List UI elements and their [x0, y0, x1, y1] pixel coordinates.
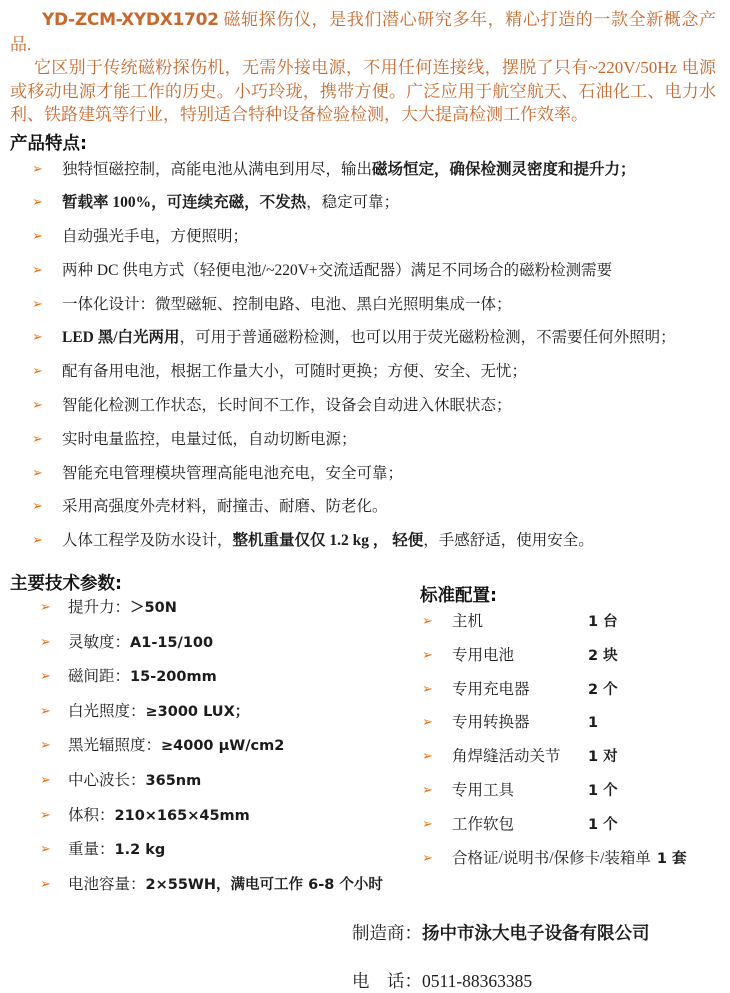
- intro-paragraph-2: 它区别于传统磁粉探伤机，无需外接电源，不用任何连接线，摆脱了只有~220V/50Hz 电源或移动电源才能工作的历史。小巧玲珑，携带方便。广泛应用于航空航天、石油化工、电力水利、铁路建筑等行业，特别适合特种设备检验检测，大大提高检测工作效率。: [10, 58, 716, 124]
- arrowhead-right-bullet-icon: ➢: [40, 807, 51, 823]
- feature-item-text: [62, 497, 388, 517]
- config-heading: 标准配置:: [420, 586, 497, 607]
- feature-item: [10, 360, 716, 394]
- arrowhead-right-bullet-icon: ➢: [32, 533, 43, 549]
- config-item: [418, 810, 716, 844]
- feature-bold-text: LED 黑/白光两用: [62, 329, 180, 347]
- feature-item-text: [62, 464, 403, 484]
- feature-regular-text: 智能化检测工作状态，长时间不工作，设备会自动进入休眠状态；: [62, 397, 512, 415]
- feature-item-text: [62, 396, 512, 416]
- params-list: [10, 595, 418, 906]
- arrowhead-right-bullet-icon: ➢: [32, 229, 43, 245]
- parameter-item: [10, 733, 418, 768]
- feature-item-text: [62, 193, 399, 213]
- phone-label: 电 话：: [352, 971, 422, 992]
- feature-item-text: [62, 295, 512, 315]
- parameter-item: [10, 803, 418, 838]
- feature-regular-text: ，手感舒适，使用安全。: [423, 532, 594, 550]
- technical-parameters-column: [10, 567, 418, 906]
- parameter-label: 黑光辐照度：: [68, 737, 162, 755]
- config-item-name: 主机: [452, 613, 484, 631]
- parameter-label: 白光照度：: [68, 702, 146, 720]
- feature-item: [10, 394, 716, 428]
- arrowhead-right-bullet-icon: ➢: [40, 773, 51, 789]
- config-item-quantity: 2 个: [588, 681, 618, 698]
- arrowhead-right-bullet-icon: ➢: [40, 738, 51, 754]
- config-item-name: 专用转换器: [452, 714, 530, 732]
- parameter-item: [10, 768, 418, 803]
- arrowhead-right-bullet-icon: ➢: [422, 783, 433, 799]
- parameter-item: [10, 630, 418, 665]
- feature-item-text: [62, 261, 612, 281]
- parameter-label: 提升力：: [68, 599, 131, 617]
- features-list: [10, 158, 716, 564]
- feature-item: [10, 428, 716, 462]
- feature-item-text: [62, 160, 636, 180]
- parameter-label: 体积：: [68, 806, 115, 824]
- feature-regular-text: ，稳定可靠；: [306, 194, 400, 212]
- feature-regular-text: 一体化设计：微型磁轭、控制电路、电池、黑白光照明集成一体；: [62, 295, 512, 313]
- parameter-value: A1-15/100: [130, 634, 214, 651]
- config-item: [418, 675, 716, 709]
- parameter-label: 灵敏度：: [68, 633, 131, 651]
- manufacturer-line: [352, 920, 716, 945]
- arrowhead-right-bullet-icon: ➢: [40, 703, 51, 719]
- config-item-quantity: 2 块: [588, 647, 618, 664]
- feature-item: [10, 326, 716, 360]
- parameter-item: [10, 872, 418, 907]
- config-item-name: 角焊缝活动关节: [452, 748, 561, 766]
- arrowhead-right-bullet-icon: ➢: [32, 296, 43, 312]
- feature-item: [10, 158, 716, 192]
- arrowhead-right-bullet-icon: ➢: [422, 850, 433, 866]
- params-heading: 主要技术参数:: [10, 574, 122, 595]
- feature-item-text: [62, 227, 248, 247]
- feature-regular-text: ，可用于普通磁粉检测，也可以用于荧光磁粉检测，不需要任何外照明；: [179, 329, 676, 347]
- feature-item: [10, 529, 716, 563]
- parameter-item: [10, 664, 418, 699]
- feature-bold-text: 整机重量仅仅 1.2 kg ， 轻便: [232, 532, 424, 550]
- phone-line: [352, 968, 716, 993]
- feature-regular-text: 自动强光手电，方便照明；: [62, 228, 249, 246]
- feature-bold-text: 磁场恒定，确保检测灵密度和提升力；: [372, 160, 636, 178]
- features-heading: 产品特点:: [10, 133, 87, 154]
- arrowhead-right-bullet-icon: ➢: [32, 262, 43, 278]
- config-item: [418, 641, 716, 675]
- config-item-quantity: 1 个: [588, 816, 618, 833]
- config-item-quantity: 1: [588, 715, 599, 732]
- arrowhead-right-bullet-icon: ➢: [32, 431, 43, 447]
- parameter-value: ≥3000 LUX；: [145, 703, 250, 720]
- parameter-label: 中心波长：: [68, 772, 146, 790]
- feature-regular-text: 人体工程学及防水设计，: [62, 532, 233, 550]
- arrowhead-right-bullet-icon: ➢: [422, 749, 433, 765]
- config-list: [418, 607, 716, 877]
- feature-item-text: [62, 362, 527, 382]
- arrowhead-right-bullet-icon: ➢: [422, 816, 433, 832]
- feature-item-text: [62, 531, 594, 551]
- parameter-item: [10, 595, 418, 630]
- arrowhead-right-bullet-icon: ➢: [40, 842, 51, 858]
- parameter-value: ＞50N: [130, 600, 177, 617]
- config-item: [418, 607, 716, 641]
- manufacturer-label: 制造商：: [352, 923, 422, 944]
- config-item: [418, 844, 716, 878]
- parameter-value: 365nm: [145, 773, 202, 790]
- parameter-value: 15-200mm: [130, 669, 217, 686]
- arrowhead-right-bullet-icon: ➢: [40, 600, 51, 616]
- config-item-quantity: 1 套: [656, 850, 687, 867]
- feature-item: [10, 191, 716, 225]
- feature-item: [10, 293, 716, 327]
- arrowhead-right-bullet-icon: ➢: [40, 669, 51, 685]
- arrowhead-right-bullet-icon: ➢: [32, 364, 43, 380]
- arrowhead-right-bullet-icon: ➢: [422, 614, 433, 630]
- config-item-quantity: 1 台: [588, 614, 618, 631]
- feature-item: [10, 495, 716, 529]
- feature-item-text: [62, 430, 357, 450]
- arrowhead-right-bullet-icon: ➢: [40, 634, 51, 650]
- arrowhead-right-bullet-icon: ➢: [32, 161, 43, 177]
- two-column-section: [10, 567, 716, 906]
- arrowhead-right-bullet-icon: ➢: [32, 195, 43, 211]
- product-model-number: YD-ZCM-XYDX1702: [42, 10, 219, 30]
- feature-item: [10, 462, 716, 496]
- feature-item: [10, 225, 716, 259]
- config-item-name: 专用工具: [452, 782, 515, 800]
- config-item: [418, 776, 716, 810]
- intro-paragraph-1-text: 磁轭探伤仪，是我们潜心研究多年，精心打造的一款全新概念产品.: [10, 10, 716, 54]
- arrowhead-right-bullet-icon: ➢: [422, 647, 433, 663]
- config-item-name: 专用充电器: [452, 680, 530, 698]
- feature-regular-text: 采用高强度外壳材料，耐撞击、耐磨、防老化。: [62, 498, 388, 516]
- config-item-name: 专用电池: [452, 646, 515, 664]
- arrowhead-right-bullet-icon: ➢: [40, 876, 51, 892]
- parameter-value: 2×55WH，满电可工作 6-8 个小时: [145, 876, 383, 893]
- arrowhead-right-bullet-icon: ➢: [32, 465, 43, 481]
- arrowhead-right-bullet-icon: ➢: [32, 330, 43, 346]
- config-item-name: 合格证/说明书/保修卡/装箱单: [452, 849, 651, 867]
- config-item: [418, 742, 716, 776]
- intro-paragraph-1: [10, 8, 716, 56]
- manufacturer-footer: [10, 920, 716, 993]
- parameter-label: 重量：: [68, 841, 115, 859]
- arrowhead-right-bullet-icon: ➢: [422, 681, 433, 697]
- standard-configuration-column: [418, 567, 716, 906]
- parameter-item: [10, 699, 418, 734]
- parameter-value: 1.2 kg: [114, 842, 166, 859]
- feature-regular-text: 独特恒磁控制，高能电池从满电到用尽，输出: [62, 160, 373, 178]
- phone-number: 0511-88363385: [422, 971, 533, 992]
- parameter-label: 电池容量：: [68, 875, 146, 893]
- manufacturer-name: 扬中市泳大电子设备有限公司: [422, 924, 650, 945]
- arrowhead-right-bullet-icon: ➢: [32, 398, 43, 414]
- config-item-name: 工作软包: [452, 815, 515, 833]
- config-item-quantity: 1 对: [588, 749, 618, 766]
- feature-regular-text: 实时电量监控，电量过低，自动切断电源；: [62, 430, 357, 448]
- feature-regular-text: 配有备用电池，根据工作量大小，可随时更换；方便、安全、无忧；: [62, 363, 528, 381]
- feature-item: [10, 259, 716, 293]
- feature-regular-text: 两种 DC 供电方式（轻便电池/~220V+交流适配器）满足不同场合的磁粉检测需要: [62, 261, 613, 279]
- parameter-item: [10, 837, 418, 872]
- feature-regular-text: 智能充电管理模块管理高能电池充电，安全可靠；: [62, 464, 404, 482]
- parameter-label: 磁间距：: [68, 668, 131, 686]
- config-item-quantity: 1 个: [588, 783, 618, 800]
- feature-bold-text: 暂载率 100%，可连续充磁，不发热: [62, 194, 307, 212]
- config-item: [418, 708, 716, 742]
- feature-item-text: [62, 328, 676, 348]
- parameter-value: 210×165×45mm: [114, 807, 250, 824]
- arrowhead-right-bullet-icon: ➢: [32, 499, 43, 515]
- parameter-value: ≥4000 μW/cm2: [161, 738, 285, 755]
- arrowhead-right-bullet-icon: ➢: [422, 715, 433, 731]
